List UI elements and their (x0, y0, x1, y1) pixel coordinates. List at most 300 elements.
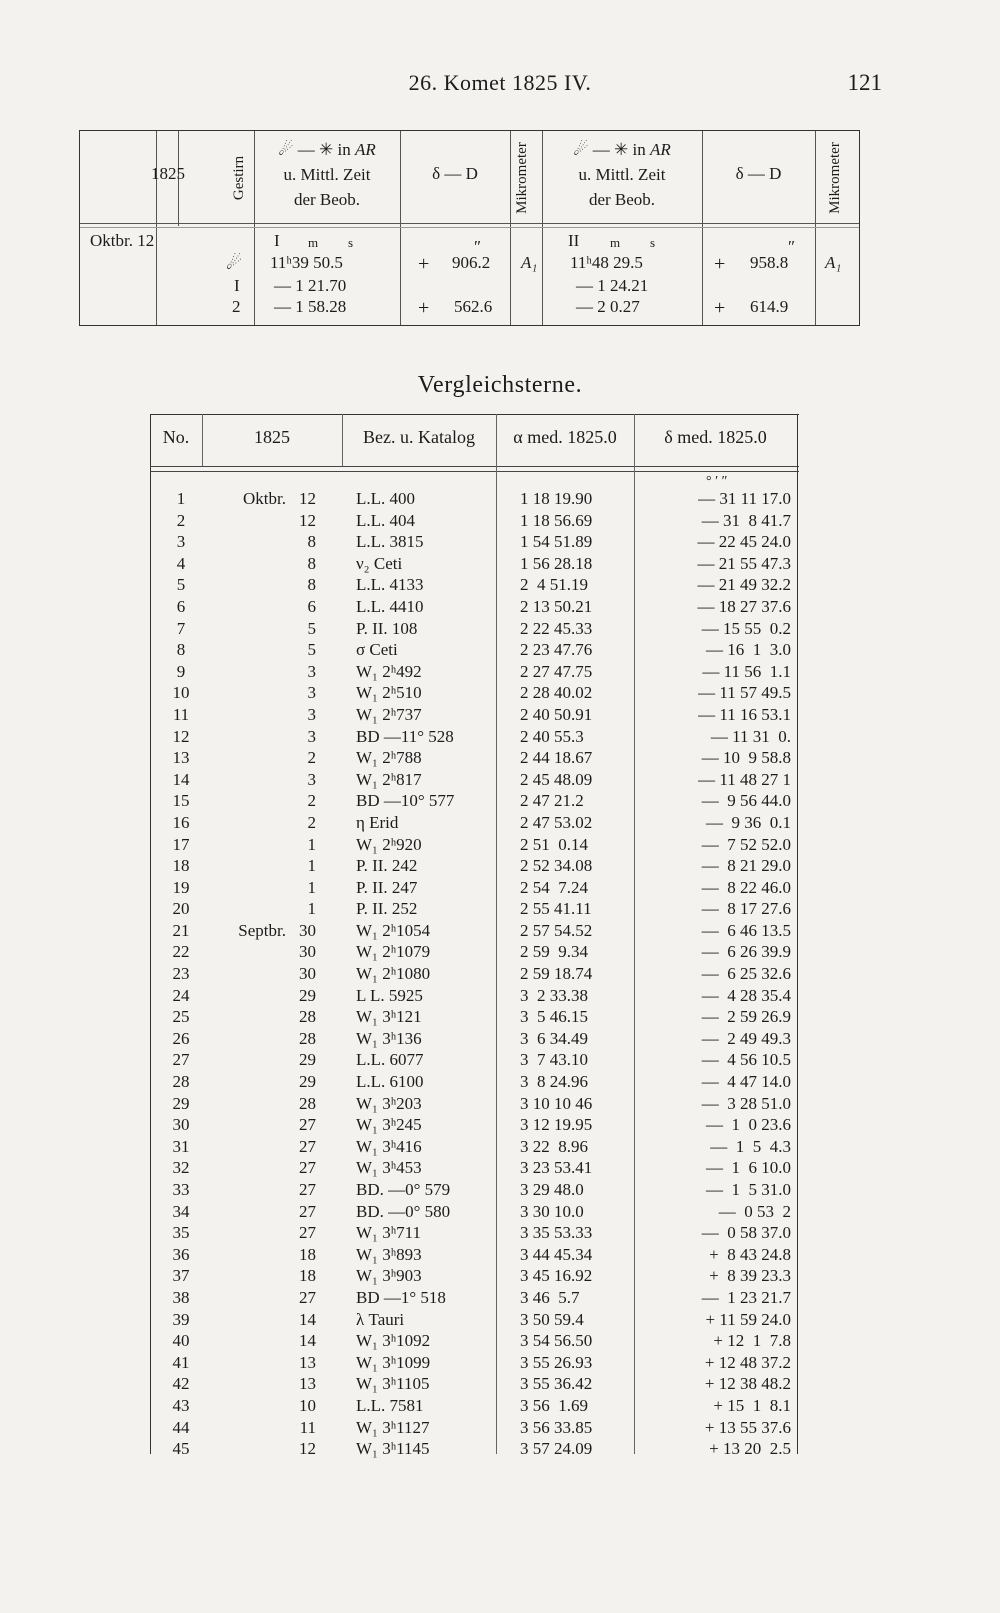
star-ra: 2 40 55.3 (520, 726, 584, 746)
star-catalog: BD. —0° 580 (356, 1201, 451, 1221)
star-day: 30 (299, 942, 316, 962)
table-row (150, 855, 799, 877)
star-number: 24 (172, 985, 190, 1005)
table-row (150, 704, 799, 726)
table-row (150, 531, 799, 553)
star-dec: — 8 22 46.0 (701, 877, 791, 897)
table-row (150, 877, 799, 899)
star-dec: — 16 1 3.0 (706, 640, 791, 660)
table-row (150, 618, 799, 640)
star-catalog: P. II. 252 (356, 899, 418, 919)
table-row (150, 1136, 799, 1158)
star-ra: 2 27 47.75 (520, 661, 593, 681)
star-ra: 2 47 21.2 (520, 791, 584, 811)
star-number: 3 (176, 532, 186, 552)
star-catalog: W₁ 3ʰ1099 (356, 1352, 431, 1372)
star-catalog: W₁ 2ʰ737 (356, 704, 422, 724)
star-catalog: W₁ 3ʰ453 (356, 1158, 422, 1178)
table-row (150, 574, 799, 596)
star-number: 19 (172, 877, 190, 897)
star-number: 43 (172, 1395, 190, 1415)
star-rows (150, 488, 799, 1460)
star-dec: — 3 28 51.0 (701, 1093, 791, 1113)
table-row (150, 639, 799, 661)
star-dec: — 15 55 0.2 (701, 618, 791, 638)
star-number: 7 (176, 618, 186, 638)
star-catalog: W₁ 2ʰ1054 (356, 920, 431, 940)
star-dec: — 11 57 49.5 (698, 683, 791, 703)
table-row (150, 553, 799, 575)
star-dec: — 21 49 32.2 (697, 575, 791, 595)
star-catalog: L.L. 4410 (356, 596, 424, 616)
star-ra: 2 55 41.11 (520, 899, 592, 919)
star-day: 28 (299, 1093, 316, 1113)
obs-date: Oktbr. 12 (90, 231, 155, 250)
star-day: 18 (299, 1244, 316, 1264)
star-day: 6 (307, 596, 316, 616)
comet-icon: ☄ (573, 140, 589, 159)
star-number: 28 (172, 1072, 190, 1092)
star-day: 3 (307, 726, 316, 746)
star-number: 6 (176, 596, 186, 616)
star-number: 12 (172, 726, 190, 746)
star-catalog: W₁ 2ʰ788 (356, 748, 422, 768)
star-number: 9 (176, 661, 186, 681)
table-row (150, 1071, 799, 1093)
comet-icon: ☄ (226, 253, 243, 273)
star-number: 8 (176, 640, 186, 660)
header-no: No. (162, 427, 190, 447)
table-row (150, 1438, 799, 1460)
star-catalog: W₁ 3ʰ1127 (356, 1417, 430, 1437)
star-ra: 2 57 54.52 (520, 920, 593, 940)
row-label-1: I (234, 276, 240, 295)
table-row (150, 1417, 799, 1439)
table-row (150, 834, 799, 856)
star-day: 29 (299, 985, 316, 1005)
table-row (150, 1093, 799, 1115)
table-row (150, 769, 799, 791)
star-ra: 2 40 50.91 (520, 704, 593, 724)
block1-time-1: 11ʰ39 50.5 (270, 253, 343, 272)
star-ra: 3 56 33.85 (520, 1417, 593, 1437)
block2-micrometer: A₁ (825, 253, 842, 272)
block1-time-2: — 1 21.70 (274, 276, 347, 295)
star-dec: + 13 20 2.5 (709, 1439, 791, 1459)
star-number: 16 (172, 812, 190, 832)
table-row (150, 747, 799, 769)
star-ra: 3 10 10 46 (520, 1093, 593, 1113)
star-catalog: W₁ 3ʰ203 (356, 1093, 422, 1113)
star-number: 29 (172, 1093, 190, 1113)
block2-dd-1: 958.8 (750, 253, 789, 272)
star-number: 21 (172, 920, 190, 940)
star-ra: 2 54 7.24 (520, 877, 588, 897)
star-day: 12 (299, 510, 316, 530)
star-day: 27 (299, 1223, 316, 1243)
table-row (150, 1006, 799, 1028)
block2-time-1: 11ʰ48 29.5 (570, 253, 643, 272)
table-row (150, 1352, 799, 1374)
star-dec: + 8 39 23.3 (709, 1266, 791, 1286)
star-ra: 3 44 45.34 (520, 1244, 593, 1264)
block1-time-3: — 1 58.28 (274, 297, 347, 316)
star-day: 11 (299, 1417, 316, 1437)
table-row (150, 812, 799, 834)
star-ra: 3 6 34.49 (520, 1028, 588, 1048)
table-row (150, 985, 799, 1007)
table-row (150, 898, 799, 920)
block1-unit-m: m (308, 235, 319, 250)
star-day: 13 (299, 1352, 316, 1372)
star-number: 30 (172, 1115, 190, 1135)
table-row (150, 488, 799, 510)
table-row (150, 920, 799, 942)
star-ra: 2 23 47.76 (520, 640, 593, 660)
col-year: 1825 (151, 164, 185, 183)
star-dec: — 11 48 27 1 (698, 769, 791, 789)
star-dec: — 1 6 10.0 (706, 1158, 791, 1178)
star-day: 2 (307, 812, 316, 832)
star-number: 13 (172, 748, 190, 768)
star-ra: 3 29 48.0 (520, 1180, 584, 1199)
col-ra-block1: ☄ — ✳ in AR u. Mittl. Zeit der Beob. (278, 140, 376, 209)
star-ra: 3 2 33.38 (520, 985, 588, 1005)
star-ra: 2 22 45.33 (520, 618, 593, 638)
star-day: 3 (307, 769, 316, 789)
star-ra: 1 18 56.69 (520, 510, 593, 530)
star-ra: 3 7 43.10 (520, 1050, 588, 1070)
block1-sign-2: + (418, 297, 430, 319)
star-number: 32 (172, 1158, 190, 1178)
star-catalog: L.L. 7581 (356, 1395, 424, 1415)
star-catalog: W₁ 3ʰ245 (356, 1115, 422, 1135)
star-dec: — 8 21 29.0 (701, 856, 791, 876)
star-number: 41 (172, 1352, 190, 1372)
star-ra: 1 56 28.18 (520, 553, 593, 573)
star-dec: — 6 26 39.9 (701, 942, 791, 962)
star-number: 31 (172, 1136, 190, 1156)
star-day: 1 (307, 834, 316, 854)
table-row (150, 1287, 799, 1309)
block2-dd-2: 614.9 (750, 297, 789, 316)
star-dec: + 12 38 48.2 (704, 1374, 791, 1394)
star-day: 1 (307, 899, 316, 919)
star-ra: 2 52 34.08 (520, 856, 593, 876)
star-day: 27 (299, 1201, 316, 1221)
star-ra: 3 57 24.09 (520, 1439, 593, 1459)
star-catalog: P. II. 242 (356, 856, 418, 876)
star-ra: 3 55 26.93 (520, 1352, 593, 1372)
star-dec: — 1 5 4.3 (710, 1136, 791, 1156)
star-catalog: W₁ 3ʰ136 (356, 1028, 422, 1048)
star-catalog: W₁ 3ʰ1105 (356, 1374, 430, 1394)
block1-micrometer: A₁ (521, 253, 538, 272)
star-dec: — 2 59 26.9 (701, 1007, 791, 1027)
star-day: 30 (299, 964, 316, 984)
table-row (150, 1049, 799, 1071)
star-dec: — 21 55 47.3 (697, 553, 791, 573)
col-instrument: Gestirn (231, 155, 247, 201)
star-number: 23 (172, 964, 190, 984)
table-row (150, 1222, 799, 1244)
star-number: 20 (172, 899, 190, 919)
star-number: 40 (172, 1331, 190, 1351)
star-catalog: W₁ 2ʰ920 (356, 834, 422, 854)
star-catalog: BD —1° 518 (356, 1287, 446, 1307)
star-ra: 3 8 24.96 (520, 1072, 588, 1092)
star-day: 27 (299, 1287, 316, 1307)
table-row (150, 1244, 799, 1266)
star-day: 1 (307, 856, 316, 876)
star-catalog: σ Ceti (356, 640, 398, 660)
star-number: 27 (172, 1050, 190, 1070)
table-row (150, 682, 799, 704)
star-number: 15 (172, 791, 190, 811)
table-row (150, 596, 799, 618)
star-catalog: W₁ 2ʰ817 (356, 769, 422, 789)
star-catalog: P. II. 247 (356, 877, 418, 897)
star-ra: 2 45 48.09 (520, 769, 593, 789)
star-number: 44 (172, 1417, 190, 1437)
block2-label: II (568, 231, 580, 250)
header-dec: δ med. 1825.0 (664, 427, 767, 447)
running-title: 26. Komet 1825 IV. (408, 70, 592, 95)
star-ra: 3 50 59.4 (520, 1309, 584, 1329)
block2-sign-2: + (714, 297, 726, 319)
star-catalog: L.L. 4133 (356, 575, 424, 595)
table-row (150, 1373, 799, 1395)
star-catalog: λ Tauri (356, 1309, 405, 1329)
star-dec: + 15 1 8.1 (713, 1395, 791, 1415)
star-catalog: W₁ 2ʰ1079 (356, 942, 431, 962)
star-day: 30 (299, 920, 316, 940)
star-dec: — 31 11 17.0 (698, 489, 791, 508)
table-row (150, 1157, 799, 1179)
star-day: 27 (299, 1158, 316, 1178)
block2-arcsec: ″ (788, 237, 796, 256)
star-dec: — 0 53 2 (718, 1201, 791, 1221)
star-catalog: L.L. 404 (356, 510, 416, 530)
star-number: 45 (172, 1439, 190, 1459)
star-ra: 3 22 8.96 (520, 1136, 588, 1156)
table-row (150, 1179, 799, 1201)
star-dec: — 6 25 32.6 (701, 964, 791, 984)
star-number: 34 (172, 1201, 190, 1221)
star-day: 3 (307, 704, 316, 724)
star-day: 28 (299, 1028, 316, 1048)
star-ra: 3 54 56.50 (520, 1331, 593, 1351)
star-month: Septbr. (238, 920, 286, 940)
star-day: 2 (307, 791, 316, 811)
star-day: 1 (307, 877, 316, 897)
star-ra: 3 46 5.7 (520, 1287, 580, 1307)
star-ra: 2 59 9.34 (520, 942, 588, 962)
table-row (150, 1265, 799, 1287)
star-catalog: BD —10° 577 (356, 791, 455, 811)
star-dec: — 31 8 41.7 (701, 510, 791, 530)
star-dec: — 11 31 0. (710, 726, 791, 746)
dec-units: ° ′ ″ (706, 474, 728, 489)
star-catalog: P. II. 108 (356, 618, 418, 638)
star-catalog: W₁ 3ʰ903 (356, 1266, 422, 1286)
star-ra: 3 35 53.33 (520, 1223, 593, 1243)
star-number: 17 (172, 834, 190, 854)
block2-unit-s: s (650, 235, 656, 250)
star-dec: — 1 23 21.7 (701, 1287, 791, 1307)
block1-sign-1: + (418, 253, 430, 275)
block2-unit-m: m (610, 235, 621, 250)
star-day: 29 (299, 1050, 316, 1070)
star-day: 10 (299, 1395, 316, 1415)
star-ra: 2 28 40.02 (520, 683, 593, 703)
star-catalog: L.L. 3815 (356, 532, 424, 552)
page-number: 121 (847, 70, 882, 95)
star-dec: — 1 5 31.0 (706, 1180, 791, 1199)
header-catalog: Bez. u. Katalog (363, 427, 475, 447)
star-day: 8 (307, 575, 316, 595)
star-day: 3 (307, 683, 316, 703)
table-row (150, 1114, 799, 1136)
star-number: 2 (176, 510, 186, 530)
star-ra: 2 51 0.14 (520, 834, 588, 854)
star-number: 36 (172, 1244, 190, 1264)
star-catalog: η Erid (356, 812, 399, 832)
star-day: 12 (299, 489, 316, 508)
table-row (150, 1028, 799, 1050)
star-dec: — 11 16 53.1 (698, 704, 791, 724)
star-day: 13 (299, 1374, 316, 1394)
star-ra: 3 55 36.42 (520, 1374, 593, 1394)
star-dec: + 8 43 24.8 (709, 1244, 791, 1264)
star-number: 33 (172, 1180, 190, 1199)
star-day: 5 (307, 640, 316, 660)
star-number: 42 (172, 1374, 190, 1394)
star-ra: 3 30 10.0 (520, 1201, 584, 1221)
star-dec: — 4 56 10.5 (701, 1050, 791, 1070)
star-dec: — 10 9 58.8 (701, 748, 791, 768)
star-number: 10 (172, 683, 190, 703)
star-ra: 1 18 19.90 (520, 489, 593, 508)
star-catalog: W₁ 2ʰ1080 (356, 964, 431, 984)
table-row (150, 510, 799, 532)
star-day: 29 (299, 1072, 316, 1092)
col-micrometer-block1: Mikrometer (514, 142, 530, 214)
star-dec: — 4 28 35.4 (701, 985, 791, 1005)
star-catalog: W₁ 2ʰ510 (356, 683, 422, 703)
star-dec: — 1 0 23.6 (706, 1115, 791, 1135)
star-dec: — 6 46 13.5 (701, 920, 791, 940)
section-title: Vergleichsterne. (417, 372, 583, 398)
star-ra: 3 45 16.92 (520, 1266, 593, 1286)
star-catalog: ν₂ Ceti (356, 553, 403, 573)
star-ra: 2 4 51.19 (520, 575, 588, 595)
block1-label: I (274, 231, 280, 250)
star-dec: — 11 56 1.1 (702, 661, 791, 681)
table-row (150, 790, 799, 812)
star-day: 27 (299, 1136, 316, 1156)
star-dec: + 12 48 37.2 (704, 1352, 791, 1372)
star-number: 18 (172, 856, 190, 876)
star-number: 38 (172, 1287, 190, 1307)
star-day: 8 (307, 532, 316, 552)
star-number: 37 (172, 1266, 190, 1286)
col-dd-block1: δ — D (432, 164, 478, 183)
star-dec: + 11 59 24.0 (705, 1309, 791, 1329)
star-catalog: W₁ 3ʰ416 (356, 1136, 422, 1156)
comparison-stars-table (150, 414, 799, 1459)
star-catalog: W₁ 3ʰ1145 (356, 1439, 430, 1459)
star-dec: + 12 1 7.8 (713, 1331, 791, 1351)
star-catalog: L L. 5925 (356, 985, 423, 1005)
star-catalog: BD. —0° 579 (356, 1180, 451, 1199)
star-catalog: L.L. 6100 (356, 1072, 424, 1092)
star-day: 28 (299, 1007, 316, 1027)
table-row (150, 941, 799, 963)
star-catalog: W₁ 3ʰ893 (356, 1244, 422, 1264)
star-number: 35 (172, 1223, 190, 1243)
star-number: 14 (172, 769, 190, 789)
star-ra: 2 13 50.21 (520, 596, 593, 616)
star-dec: — 8 17 27.6 (701, 899, 791, 919)
block1-dd-2: 562.6 (454, 297, 493, 316)
star-day: 3 (307, 661, 316, 681)
star-month: Oktbr. (243, 489, 286, 508)
star-day: 2 (307, 748, 316, 768)
star-day: 14 (299, 1309, 316, 1329)
star-day: 8 (307, 553, 316, 573)
star-number: 25 (172, 1007, 190, 1027)
star-day: 5 (307, 618, 316, 638)
star-dec: — 18 27 37.6 (697, 596, 791, 616)
block2-sign-1: + (714, 253, 726, 275)
star-number: 22 (172, 942, 190, 962)
star-ra: 3 5 46.15 (520, 1007, 588, 1027)
star-dec: — 0 58 37.0 (701, 1223, 791, 1243)
col-ra-block2: ☄ — ✳ in AR u. Mittl. Zeit der Beob. (573, 140, 671, 209)
star-ra: 3 56 1.69 (520, 1395, 588, 1415)
block1-dd-1: 906.2 (452, 253, 491, 272)
star-dec: — 2 49 49.3 (701, 1028, 791, 1048)
star-ra: 2 59 18.74 (520, 964, 593, 984)
star-ra: 3 12 19.95 (520, 1115, 593, 1135)
star-day: 12 (299, 1439, 316, 1459)
block2-time-3: — 2 0.27 (576, 297, 640, 316)
col-micrometer-block2: Mikrometer (827, 142, 843, 214)
star-ra: 3 23 53.41 (520, 1158, 593, 1178)
star-catalog: W₁ 3ʰ121 (356, 1007, 422, 1027)
star-dec: — 9 36 0.1 (706, 812, 791, 832)
star-dec: — 22 45 24.0 (697, 532, 791, 552)
star-dec: + 13 55 37.6 (704, 1417, 791, 1437)
header-ra: α med. 1825.0 (513, 427, 617, 447)
star-catalog: W₁ 2ʰ492 (356, 661, 422, 681)
star-day: 27 (299, 1115, 316, 1135)
header-date: 1825 (254, 427, 290, 447)
star-catalog: W₁ 3ʰ1092 (356, 1331, 431, 1351)
table-row (150, 1330, 799, 1352)
star-number: 5 (176, 575, 186, 595)
star-day: 27 (299, 1180, 316, 1199)
comet-icon: ☄ (278, 140, 294, 159)
star-number: 39 (172, 1309, 190, 1329)
table-row (150, 963, 799, 985)
star-catalog: L.L. 400 (356, 489, 416, 508)
row-label-2: 2 (232, 297, 241, 316)
observation-table (79, 130, 860, 326)
star-number: 4 (176, 553, 186, 573)
table-row (150, 726, 799, 748)
